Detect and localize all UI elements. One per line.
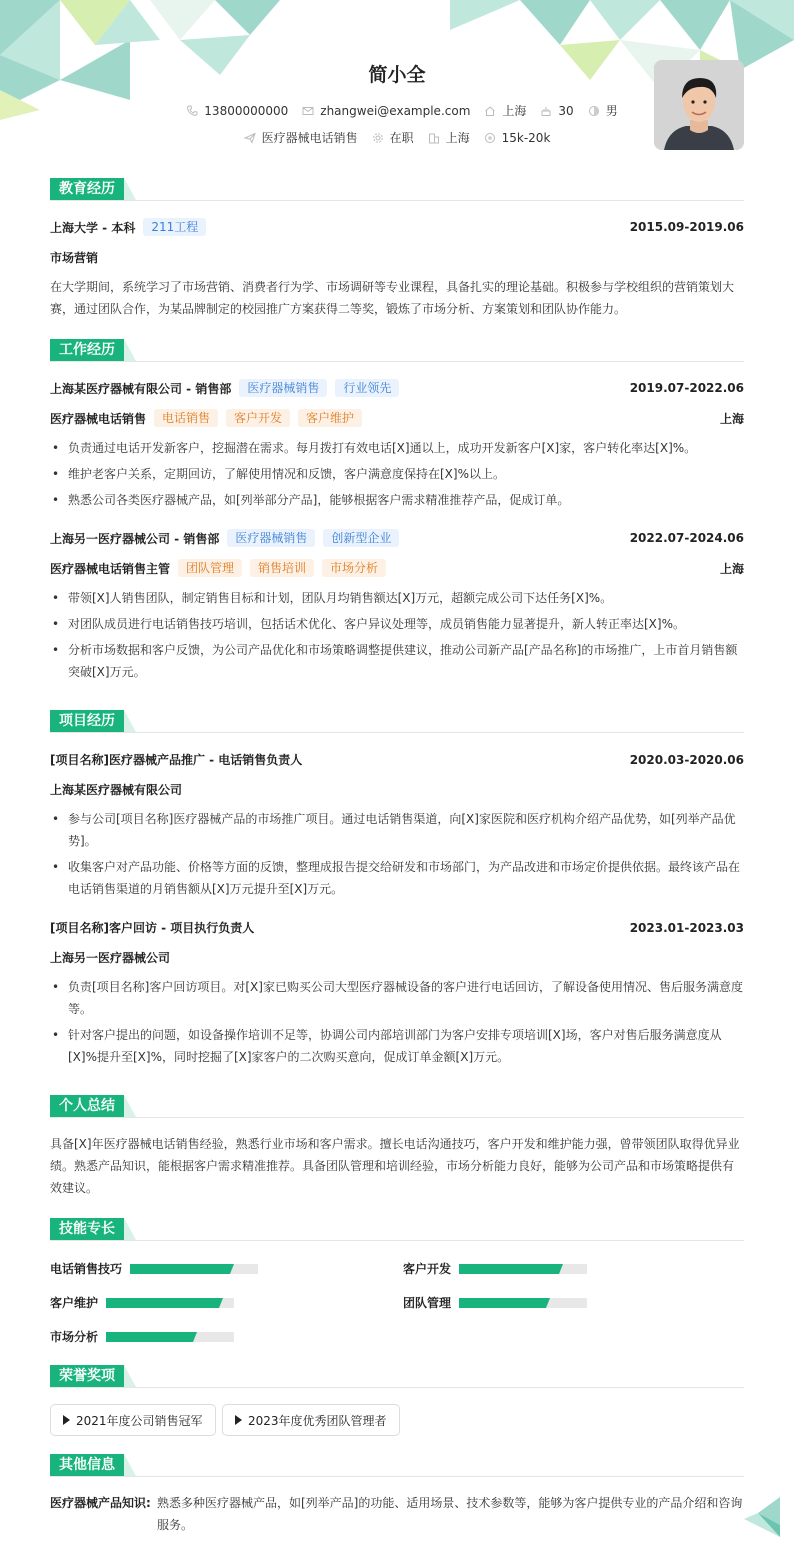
- phone-item: [186, 102, 288, 119]
- role-tag: 客户开发: [226, 409, 290, 427]
- section-title: 工作经历: [50, 339, 124, 361]
- work-section: [50, 339, 744, 689]
- role-tag: 市场分析: [322, 559, 386, 577]
- other-heading: [50, 1454, 744, 1478]
- section-title: 其他信息: [50, 1454, 124, 1476]
- status-item: [372, 129, 414, 146]
- project-title: [项目名称]医疗器械产品推广 - 电话销售负责人: [50, 753, 303, 767]
- job-role-row: [50, 559, 744, 577]
- school-tag: 211工程: [143, 218, 206, 236]
- avatar: [654, 60, 744, 150]
- section-title: 教育经历: [50, 178, 124, 200]
- company-tag: 创新型企业: [323, 529, 399, 547]
- job-bullet: • 熟悉公司各类医疗器械产品，如[列举部分产品]，能够根据客户需求精准推荐产品，促成订单。: [50, 489, 744, 511]
- skill-item: [50, 1260, 258, 1277]
- company-name: 上海某医疗器械有限公司 - 销售部: [50, 381, 232, 396]
- skill-bar-fill: [459, 1298, 546, 1308]
- settings-icon: [372, 132, 384, 144]
- project-header-row: [50, 919, 744, 936]
- divider: [50, 1387, 744, 1388]
- project-period: 2023.01-2023.03: [629, 920, 744, 935]
- job-header-row: [50, 529, 744, 547]
- section-title: 项目经历: [50, 710, 124, 732]
- summary-text: 具备[X]年医疗器械电话销售经验，熟悉行业市场和客户需求。擅长电话沟通技巧，客户开发和维护能力强，曾带领团队取得优异业绩。熟悉产品知识，能根据客户需求精准推荐。具备团队管理和培训经验，市场分析能力良好，能够为公司产品和市场策略提供有效建议。: [50, 1137, 740, 1195]
- projects-section: [50, 710, 744, 1070]
- target-city-item: [428, 129, 470, 146]
- role-tag: 销售培训: [250, 559, 314, 577]
- skill-name: 客户维护: [50, 1296, 99, 1310]
- project-org: 上海某医疗器械有限公司: [50, 783, 183, 797]
- email-text: zhangwei@example.com: [320, 103, 471, 118]
- major-row: [50, 249, 744, 266]
- company-tag: 医疗器械销售: [239, 379, 327, 397]
- skills-section: [50, 1218, 744, 1348]
- company-tag: 医疗器械销售: [227, 529, 315, 547]
- divider: [50, 1476, 744, 1477]
- skill-item: [403, 1260, 587, 1277]
- gender-item: [588, 102, 618, 119]
- skill-bar-fill: [106, 1332, 193, 1342]
- home-icon: [484, 105, 496, 117]
- corner-decoration: [744, 1497, 780, 1537]
- gender-icon: [588, 105, 600, 117]
- cake-icon: [540, 105, 552, 117]
- divider: [50, 1240, 744, 1241]
- status-text: 在职: [389, 131, 414, 145]
- skill-name: 团队管理: [403, 1296, 452, 1310]
- coin-icon: [484, 132, 496, 144]
- awards-section: [50, 1365, 744, 1440]
- skill-name: 电话销售技巧: [50, 1262, 123, 1276]
- skill-bar: [459, 1298, 587, 1308]
- job-location: 上海: [719, 411, 744, 426]
- section-title: 荣誉奖项: [50, 1365, 124, 1387]
- city-text: 上海: [502, 104, 527, 118]
- age-item: [540, 102, 573, 119]
- job-bullet: • 带领[X]人销售团队，制定销售目标和计划，团队月均销售额达[X]万元，超额完成公司下达任务[X]%。: [50, 587, 744, 609]
- play-triangle-icon: [63, 1415, 70, 1425]
- education-section: [50, 178, 744, 320]
- project-bullet: • 收集客户对产品功能、价格等方面的反馈，整理成报告提交给研发和市场部门，为产品改进和市场定价提供依据。最终该产品在电话销售渠道的月销售额从[X]万元提升至[X]万元。: [50, 856, 744, 900]
- section-title: 技能专长: [50, 1218, 124, 1240]
- target-city-text: 上海: [445, 131, 470, 145]
- skill-name: 市场分析: [50, 1330, 99, 1344]
- job-role: 医疗器械电话销售: [50, 411, 147, 426]
- job-bullet: • 分析市场数据和客户反馈，为公司产品优化和市场策略调整提供建议，推动公司新产品[产品名称]的市场推广，上市首月销售额突破[X]万元。: [50, 639, 744, 683]
- award-item: [50, 1404, 216, 1436]
- education-heading: [50, 178, 744, 202]
- project-org: 上海另一医疗器械公司: [50, 951, 171, 965]
- project-org-row: [50, 949, 744, 966]
- mail-icon: [302, 105, 314, 117]
- work-heading: [50, 339, 744, 363]
- award-text: 2023年度优秀团队管理者: [248, 1413, 387, 1428]
- position-item: [244, 129, 358, 146]
- role-tag: 团队管理: [178, 559, 242, 577]
- email-item: [302, 102, 470, 119]
- divider: [50, 1117, 744, 1118]
- job-period: 2019.07-2022.06: [629, 381, 744, 395]
- age-text: 30: [558, 103, 574, 118]
- job-location: 上海: [719, 561, 744, 576]
- major-name: 市场营销: [50, 251, 99, 265]
- role-tag: 电话销售: [154, 409, 218, 427]
- project-bullet: • 参与公司[项目名称]医疗器械产品的市场推广项目。通过电话销售渠道，向[X]家医院和医疗机构介绍产品优势，如[列举产品优势]。: [50, 808, 744, 852]
- awards-list: [50, 1404, 744, 1436]
- phone-text: 13800000000: [204, 103, 289, 118]
- school-name: 上海大学 - 本科: [50, 220, 136, 235]
- project-title: [项目名称]客户回访 - 项目执行负责人: [50, 921, 255, 935]
- salary-text: 15k-20k: [501, 130, 551, 145]
- gender-text: 男: [605, 104, 618, 118]
- projects-heading: [50, 710, 744, 734]
- job-header-row: [50, 379, 744, 397]
- company-tag: 行业领先: [335, 379, 399, 397]
- city-item: [484, 102, 526, 119]
- project-bullet: • 负责[项目名称]客户回访项目。对[X]家已购买公司大型医疗器械设备的客户进行电话回访，了解设备使用情况、售后服务满意度等。: [50, 976, 744, 1020]
- salary-item: [484, 129, 551, 146]
- play-triangle-icon: [235, 1415, 242, 1425]
- skill-bar: [106, 1298, 234, 1308]
- summary-heading: [50, 1095, 744, 1119]
- position-text: 医疗器械电话销售: [261, 131, 358, 145]
- resume-header: [0, 0, 794, 170]
- divider: [50, 200, 744, 201]
- company-name: 上海另一医疗器械公司 - 销售部: [50, 531, 220, 546]
- project-org-row: [50, 781, 744, 798]
- candidate-name: 简小全: [368, 64, 426, 86]
- skill-item: [50, 1328, 234, 1345]
- award-text: 2021年度公司销售冠军: [76, 1413, 203, 1428]
- project-bullet: • 针对客户提出的问题，如设备操作培训不足等，协调公司内部培训部门为客户安排专项培训[X]场，客户对售后服务满意度从[X]%提升至[X]%，同时挖掘了[X]家客户的二次购买意向，促成订单金额[X]万元。: [50, 1024, 744, 1068]
- awards-heading: [50, 1365, 744, 1389]
- skill-bar-fill: [459, 1264, 559, 1274]
- project-period: 2020.03-2020.06: [629, 752, 744, 767]
- award-item: [222, 1404, 400, 1436]
- divider: [50, 361, 744, 362]
- role-tag: 客户维护: [298, 409, 362, 427]
- job-period: 2022.07-2024.06: [629, 531, 744, 545]
- summary-section: [50, 1095, 744, 1205]
- skill-bar: [459, 1264, 587, 1274]
- job-role-row: [50, 409, 744, 427]
- skill-item: [403, 1294, 587, 1311]
- other-info-label: 医疗器械产品知识:: [50, 1496, 151, 1510]
- job-role: 医疗器械电话销售主管: [50, 561, 171, 576]
- education-header-row: [50, 218, 744, 236]
- other-info-text: 熟悉多种医疗器械产品，如[列举产品]的功能、适用场景、技术参数等，能够为客户提供专业的产品介绍和咨询服务。: [157, 1496, 743, 1532]
- skill-bar-fill: [130, 1264, 230, 1274]
- education-period: 2015.09-2019.06: [629, 220, 744, 234]
- avatar-portrait: [654, 60, 744, 150]
- education-description: 在大学期间，系统学习了市场营销、消费者行为学、市场调研等专业课程，具备扎实的理论基础。积极参与学校组织的营销策划大赛，通过团队合作，为某品牌制定的校园推广方案获得二等奖，锻炼了市场分析、方案策划和团队协作能力。: [50, 280, 735, 316]
- skill-bar: [106, 1332, 234, 1342]
- send-icon: [244, 132, 256, 144]
- job-bullet: • 对团队成员进行电话销售技巧培训，包括话术优化、客户异议处理等，成员销售能力显著提升，新人转正率达[X]%。: [50, 613, 744, 635]
- skill-bar: [130, 1264, 258, 1274]
- divider: [50, 732, 744, 733]
- skill-name: 客户开发: [403, 1262, 452, 1276]
- project-header-row: [50, 751, 744, 768]
- skill-bar-fill: [106, 1298, 219, 1308]
- building-icon: [428, 132, 440, 144]
- job-bullet: • 负责通过电话开发新客户，挖掘潜在需求。每月拨打有效电话[X]通以上，成功开发新客户[X]家，客户转化率达[X]%。: [50, 437, 744, 459]
- section-title: 个人总结: [50, 1095, 124, 1117]
- job-bullet: • 维护老客户关系，定期回访，了解使用情况和反馈，客户满意度保持在[X]%以上。: [50, 463, 744, 485]
- other-section: [50, 1454, 744, 1539]
- other-info-row: [50, 1492, 744, 1536]
- phone-icon: [186, 105, 198, 117]
- skill-item: [50, 1294, 234, 1311]
- skills-heading: [50, 1218, 744, 1242]
